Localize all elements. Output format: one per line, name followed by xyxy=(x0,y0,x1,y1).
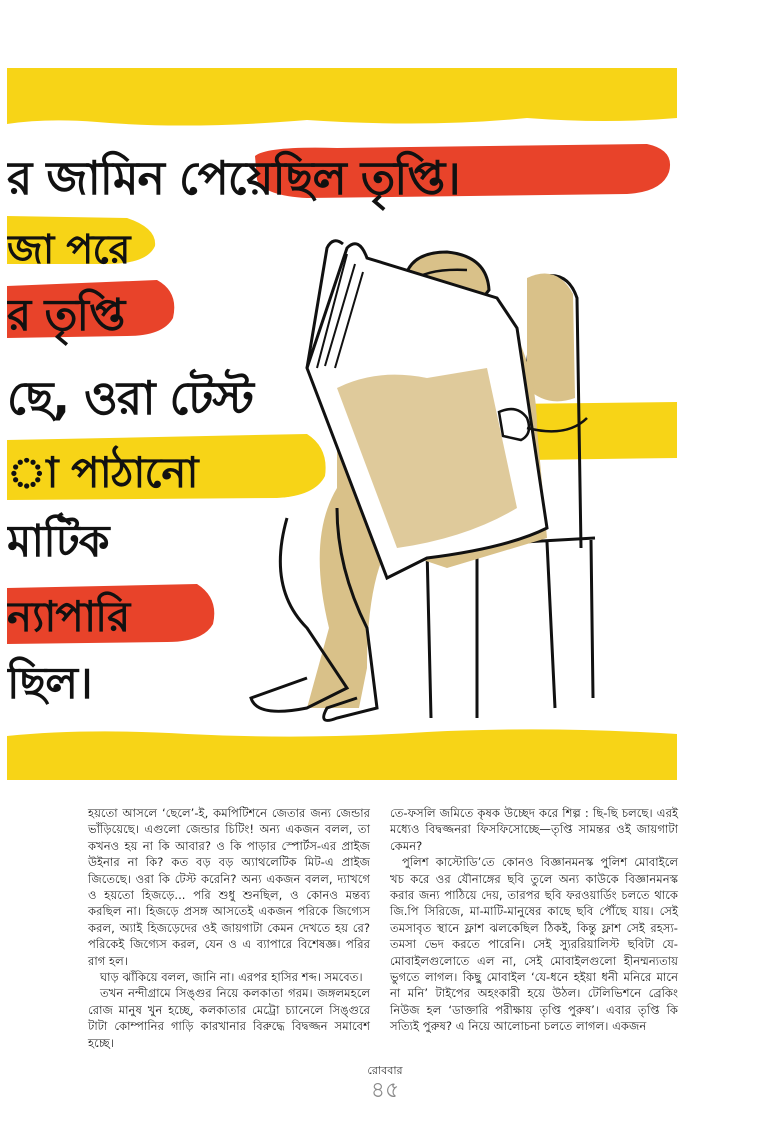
illustration-text-line-6: মাটিক xyxy=(7,516,109,567)
illustration-text-line-8: ছিল। xyxy=(7,658,92,709)
yellow-band-bottom xyxy=(7,729,677,780)
article-column-right xyxy=(390,805,678,1035)
newspaper-reader-illustration xyxy=(7,68,677,780)
illustration-text-line-1: র জামিন পেয়েছিল তৃপ্তি। xyxy=(7,151,460,205)
illustration-text-line-3: র তৃপ্তি xyxy=(7,290,125,341)
illustration-text-line-2: জা পরে xyxy=(7,227,130,273)
yellow-band-top xyxy=(7,68,677,126)
illustration-text-line-4: ছে, ওরা টেস্ট xyxy=(7,371,254,425)
illustration-text-line-5: া পাঠানো xyxy=(7,448,198,497)
article-paragraph: তখন নন্দীগ্রামে সিঙ্গুর নিয়ে কলকাতা গরম। জঙ্গলমহলে রোজ মানুষ খুন হচ্ছে, কলকাতার মেট্রো চ্যানেলে সিঙ্গুরে টাটা কোম্পানির গাড়ি কারখানার বিরুদ্ধে বিদ্বজ্জন সমাবেশ হচ্ছে। xyxy=(88,986,370,1050)
article-paragraph: ঘাড় ঝাঁকিয়ে বলল, জানি না। এরপর হাসির শব্দ। সমবেত। xyxy=(100,970,363,985)
article-column-left xyxy=(88,805,370,1051)
article-paragraph: পুলিশ কাস্টোডি’তে কোনও বিজ্ঞানমনস্ক পুলিশ মোবাইলে খচ করে ওর যৌনাঙ্গের ছবি তুলে অন্য কাউকে বিজ্ঞানমনস্ক করার জন্য পাঠিয়ে দেয়, তারপর ছবি ফরওয়ার্ডিং চলতে থাকে জি.পি সিরিজে, মা-মাটি-মানুষের কাছে ছবি পৌঁছে যায়। সেই তমসাবৃত স্থানে ফ্লাশ ঝলকেছিল ঠিকই, কিন্তু ফ্লাশ সেই রহস্য-তমসা ভেদ করতে পারেনি। সেই স্যুররিয়ালিস্ট ছবিটা যে-মোবাইলগুলোতে এল না, সেই মোবাইলগুলো হীনম্মন্যতায় ভুগতে লাগল। কিছু মোবাইল ‘যে-ধনে হইয়া ধনী মনিরে মানে না মনি’ টাইপের অহংকারী হয়ে উঠল। টেলিভিশনে ব্রেকিং নিউজ হল ‘ডাক্তারি পরীক্ষায় তৃপ্তি পুরুষ’। এবার তৃপ্তি কি সত্যিই পুরুষ? এ নিয়ে আলোচনা চলতে লাগল। একজন xyxy=(390,855,678,1034)
magazine-name: রোববার xyxy=(367,1064,403,1077)
article-paragraph: হয়তো আসলে ‘ছেলে’-ই, কমপিটিশনে জেতার জন্য জেন্ডার ভাঁড়িয়েছে। এগুলো জেন্ডার চিটিং! অন্য একজন বলল, তা কখনও হয় না কি আবার? ও কি পাড়ার স্পোর্টস-এর প্রাইজ উইনার না কি? কত বড় বড় অ্যাথলেটিক মিট-এ প্রাইজ জিতেছে। ওরা কি টেস্ট করেনি? অন্য একজন বলল, দ্যাখগে ও হয়তো হিজড়ে... পরি শুধু শুনছিল, ও কোনও মন্তব্য করছিল না। হিজড়ে প্রসঙ্গ আসতেই একজন পরিকে জিগ্যেস করল, অ্যাই হিজড়েদের ওই জায়গাটা কেমন দেখতে হয় রে? পরিকেই জিগ্যেস করল, যেন ও এ ব্যাপারে বিশেষজ্ঞ। পরির রাগ হল। xyxy=(88,806,370,968)
illustration-text-line-7: ন্যাপারি xyxy=(7,592,130,641)
page-number: ৪৫ xyxy=(370,1078,400,1103)
reader-hand xyxy=(499,409,529,440)
article-paragraph: তে-ফসলি জমিতে কৃষক উচ্ছেদ করে শিল্প : ছি-ছি চলছে। এরই মধ্যেও বিদ্বজ্জনরা ফিসফিসোচ্ছে—তৃপ্তি সামন্তর ওই জায়গাটা কেমন? xyxy=(390,806,678,853)
